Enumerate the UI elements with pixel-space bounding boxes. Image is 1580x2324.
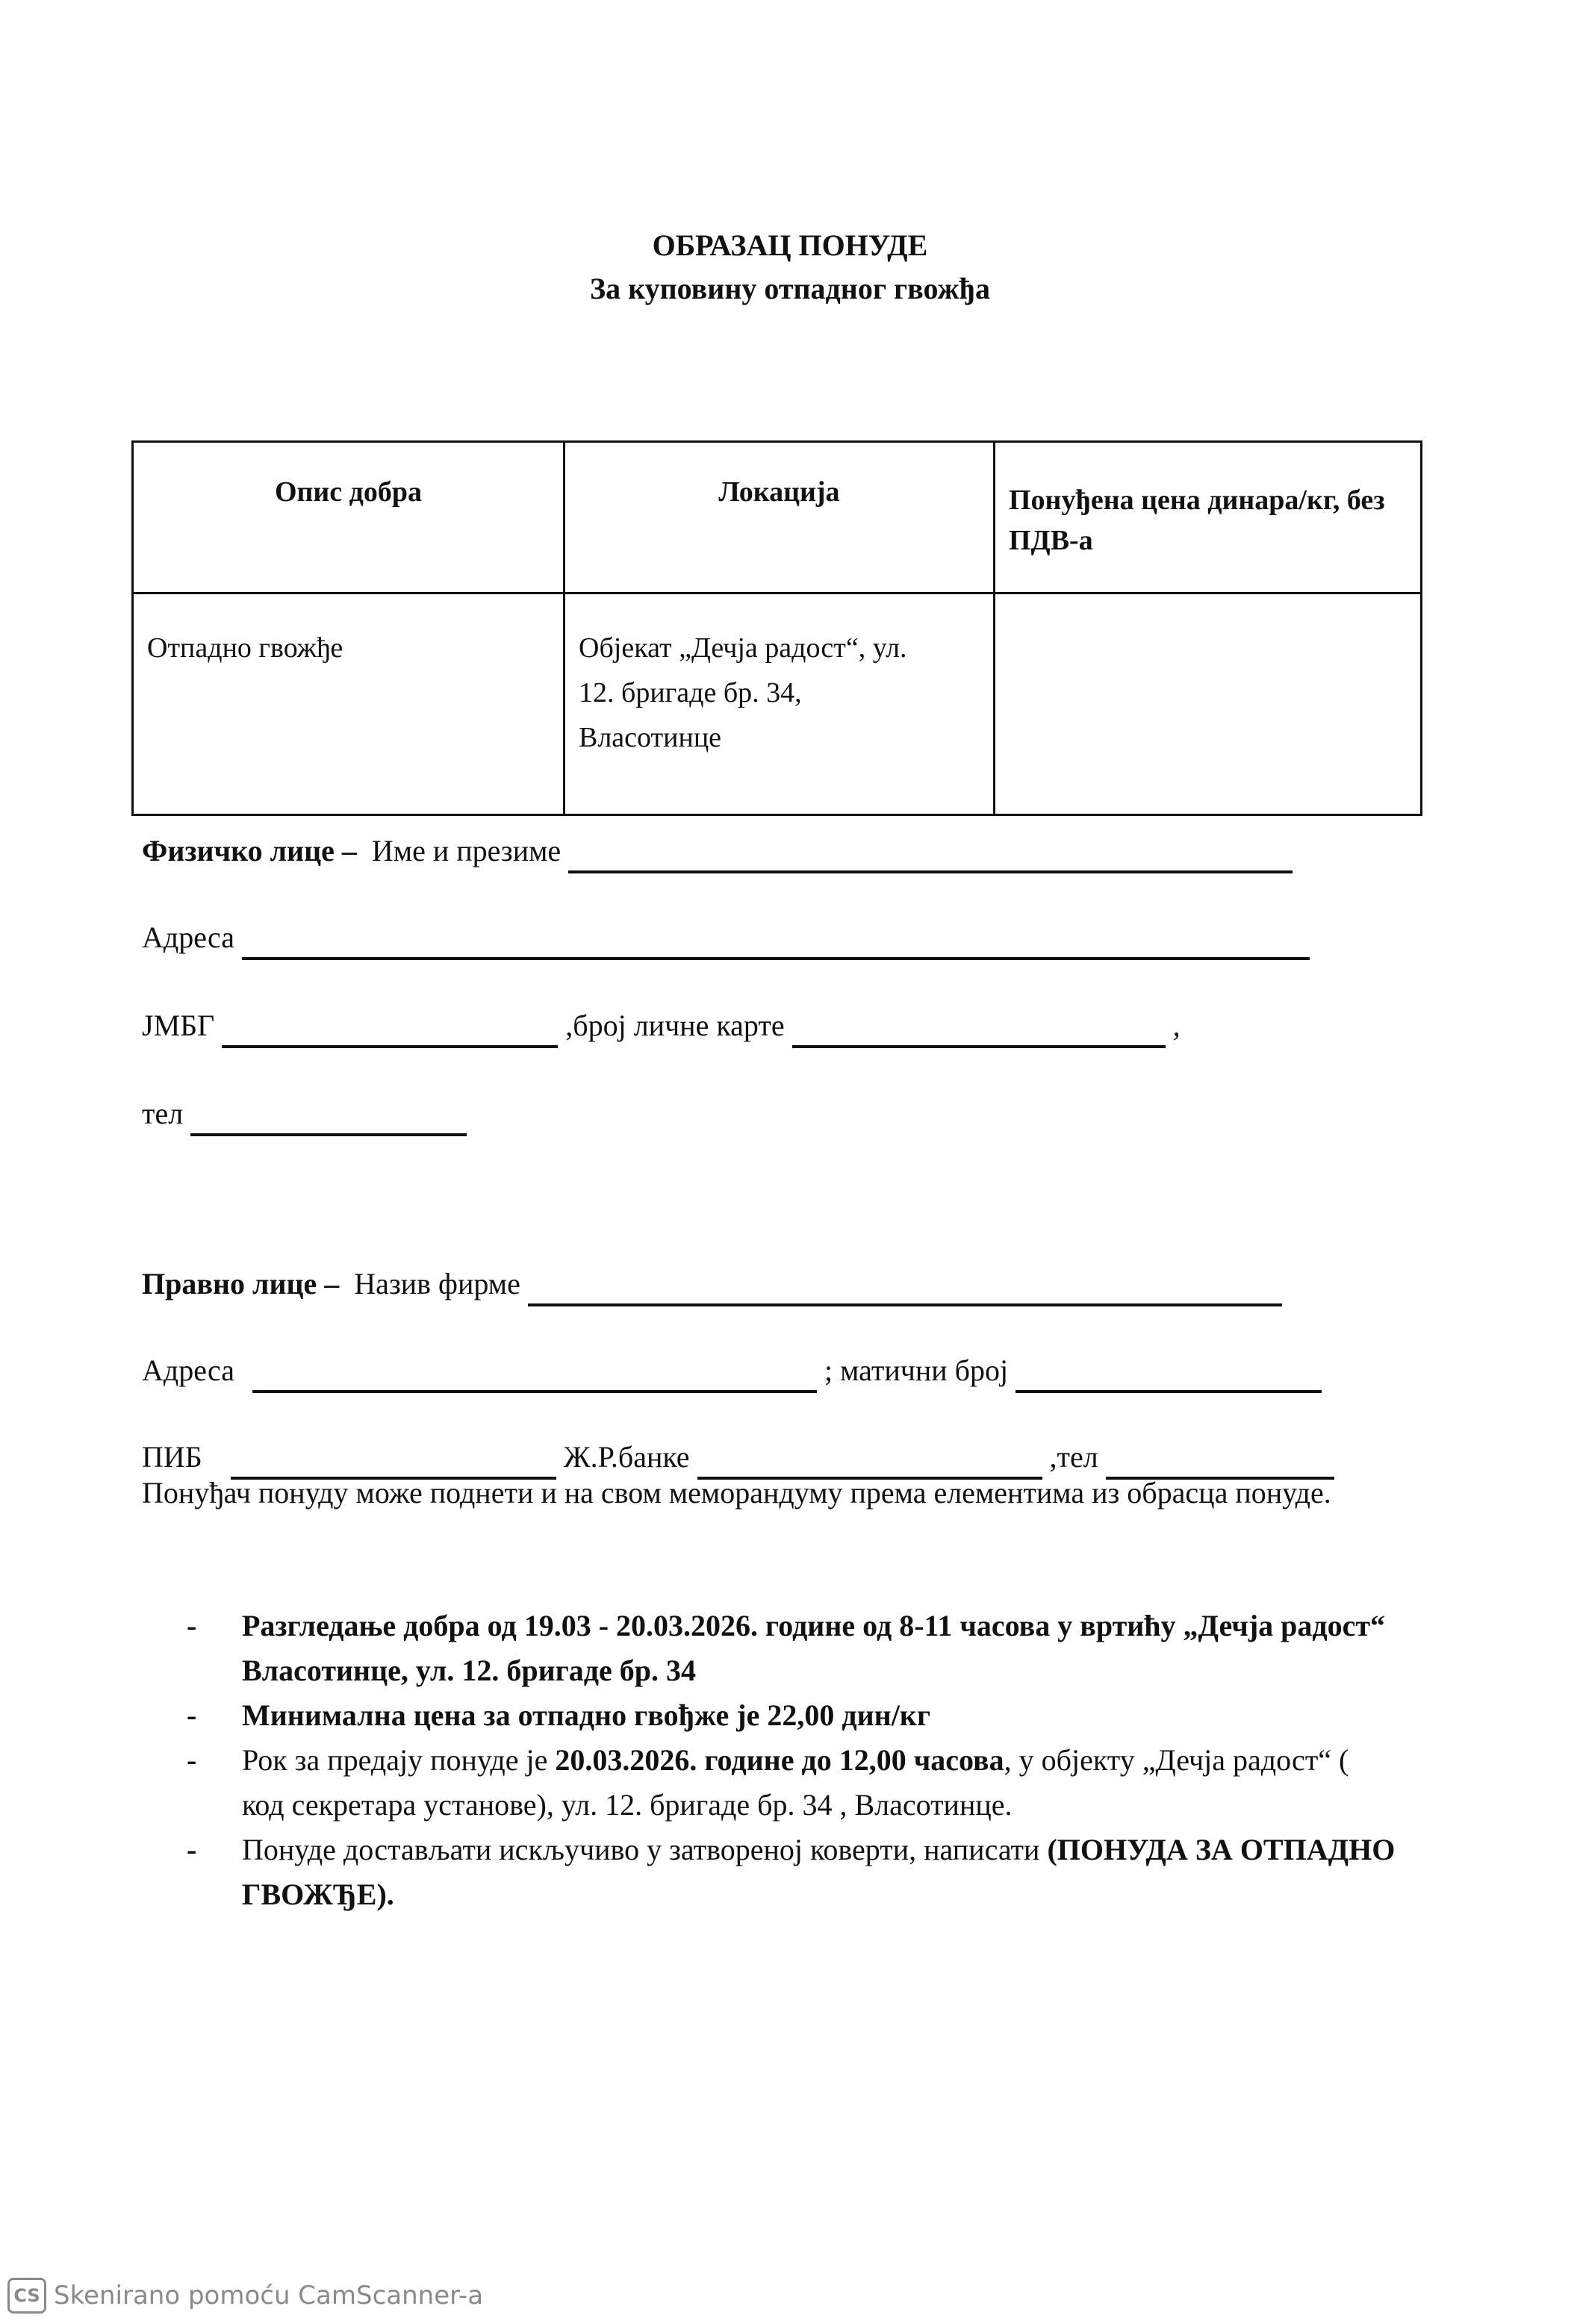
location-line-2: 12. бригаде бр. 34, xyxy=(579,677,802,708)
company-phone-label: ,тел xyxy=(1049,1440,1098,1474)
dash-marker: - xyxy=(187,1833,197,1866)
individual-name-row xyxy=(142,829,1293,873)
company-address-label: Адреса xyxy=(142,1353,234,1387)
jmbg-label: ЈМБГ xyxy=(142,1009,215,1042)
reg-number-field[interactable] xyxy=(1016,1360,1322,1393)
table-row xyxy=(133,594,1422,815)
list-item xyxy=(187,1738,1396,1828)
deadline-suffix: , у објекту „Дечја радост“ ( код секретара установе), ул. 12. бригаде бр. 34 , Власотинце. xyxy=(242,1743,1349,1822)
cell-item: Отпадно гвожђе xyxy=(133,594,564,815)
cell-location xyxy=(564,594,995,815)
company-address-field[interactable] xyxy=(252,1360,817,1393)
document-title: ОБРАЗАЦ ПОНУДЕ xyxy=(652,228,928,262)
id-card-label: ,број личне карте xyxy=(565,1009,785,1042)
header-item-description: Опис добра xyxy=(133,442,564,594)
pib-label: ПИБ xyxy=(142,1440,202,1474)
delivery-prefix: Понуде достављати искључиво у затвореној коверти, написати xyxy=(242,1833,1048,1866)
minimum-price: Минимална цена за отпадно гвођже је 22,00 дин/кг xyxy=(242,1698,931,1732)
list-item xyxy=(187,1828,1396,1917)
list-item xyxy=(187,1693,1396,1738)
bank-label: Ж.Р.банке xyxy=(563,1440,690,1474)
viewing-period: Разгледање добра од 19.03 - 20.03.2026. године од 8-11 часова у вртићу „Дечја радост“ Власотинце, ул. 12. бригаде бр. 34 xyxy=(242,1609,1386,1687)
company-address-row xyxy=(142,1348,1322,1393)
individual-heading: Физичко лице – xyxy=(142,834,357,867)
reg-number-label: ; матични број xyxy=(824,1353,1009,1387)
location-line-3: Власотинце xyxy=(579,722,722,753)
individual-phone-label: тел xyxy=(142,1097,184,1130)
individual-address-row xyxy=(142,915,1310,960)
watermark-text: Skenirano pomoću CamScanner-a xyxy=(54,2281,484,2311)
individual-name-label: Име и презиме xyxy=(371,834,562,867)
list-item xyxy=(187,1604,1396,1693)
envelope-label: (ПОНУДА ЗА ОТПАДНО ГВОЖЂЕ). xyxy=(242,1833,1396,1911)
individual-phone-row xyxy=(142,1091,467,1136)
dash-marker: - xyxy=(187,1609,197,1642)
header-location: Локација xyxy=(564,442,995,594)
deadline-date: 20.03.2026. године до 12,00 часова xyxy=(555,1743,1004,1777)
offer-table xyxy=(131,440,1422,816)
deadline-prefix: Рок за предају понуде је xyxy=(242,1743,556,1777)
individual-address-label: Адреса xyxy=(142,920,234,954)
cell-price[interactable] xyxy=(995,594,1422,815)
camscanner-logo-icon: CS xyxy=(7,2278,46,2314)
individual-address-field[interactable] xyxy=(242,927,1310,960)
header-offered-price: Понуђена цена динара/кг, без ПДВ-а xyxy=(995,442,1422,594)
scanner-watermark xyxy=(7,2277,483,2314)
conditions-list xyxy=(187,1604,1396,1917)
id-card-field[interactable] xyxy=(792,1015,1166,1048)
memorandum-note: Понуђач понуду може поднети и на свом меморандуму према елементима из обрасца понуде. xyxy=(142,1476,1331,1510)
company-name-field[interactable] xyxy=(528,1274,1282,1306)
table-header-row xyxy=(133,442,1422,594)
company-name-label: Назив фирме xyxy=(354,1267,520,1300)
company-heading: Правно лице – xyxy=(142,1267,340,1300)
trailing-comma: , xyxy=(1172,1009,1181,1042)
document-subtitle: За куповину отпадног гвожђа xyxy=(590,272,990,305)
individual-phone-field[interactable] xyxy=(190,1103,467,1136)
jmbg-field[interactable] xyxy=(222,1015,558,1048)
location-line-1: Објекат „Дечја радост“, ул. xyxy=(579,632,907,664)
individual-jmbg-row xyxy=(142,1003,1181,1048)
dash-marker: - xyxy=(187,1698,197,1732)
dash-marker: - xyxy=(187,1743,197,1777)
company-name-row xyxy=(142,1262,1282,1306)
individual-name-field[interactable] xyxy=(568,841,1293,873)
